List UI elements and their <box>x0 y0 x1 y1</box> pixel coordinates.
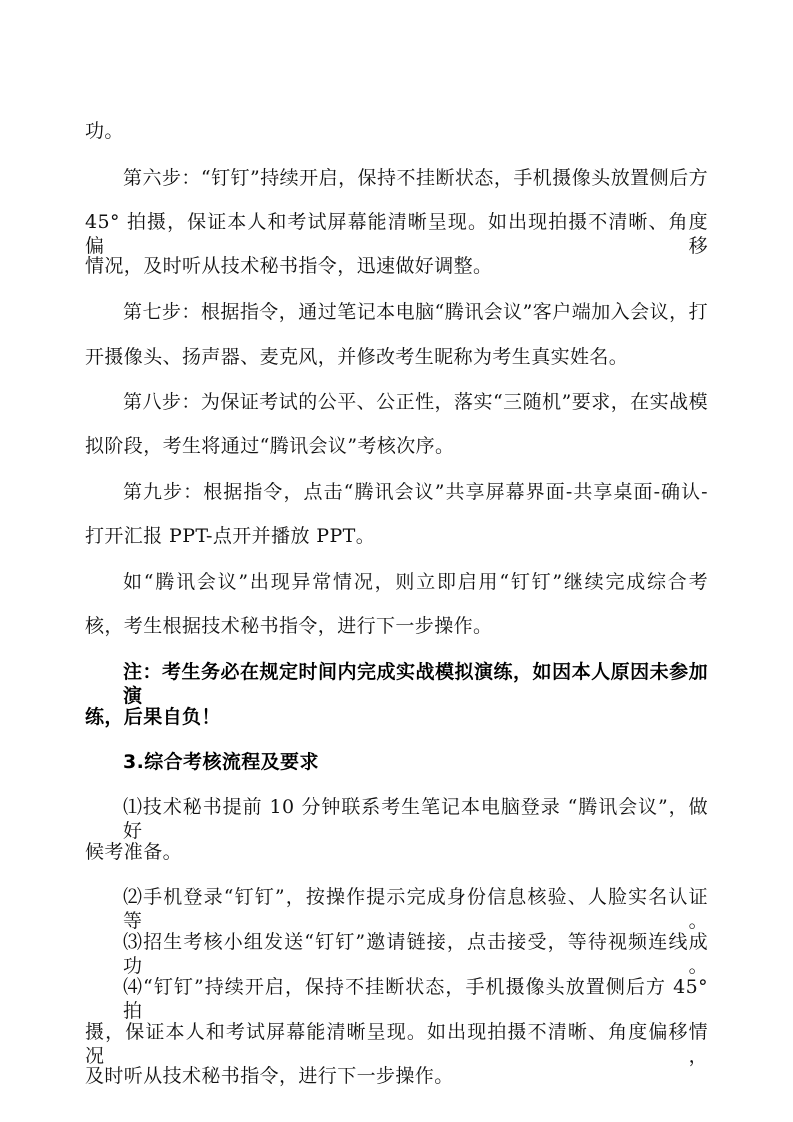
text-line: 及时听从技术秘书指令，进行下一步操作。 <box>85 1065 454 1087</box>
text-line: 摄，保证本人和考试屏幕能清晰呈现。如出现拍摄不清晰、角度偏移情况， <box>85 1021 708 1067</box>
text-line: 打开汇报 PPT-点开并播放 PPT。 <box>85 525 376 547</box>
text-line: ⑵手机登录“钉钉”，按操作提示完成身份信息核验、人脸实名认证等。 <box>123 886 708 932</box>
text-line: 第六步：“钉钉”持续开启，保持不挂断状态，手机摄像头放置侧后方 <box>123 167 708 189</box>
text-line: ⑶招生考核小组发送“钉钉”邀请链接，点击接受，等待视频连线成功。 <box>123 931 708 977</box>
text-line: 核，考生根据技术秘书指令，进行下一步操作。 <box>85 615 493 637</box>
text-line: 第八步：为保证考试的公平、公正性，落实“三随机”要求，在实战模 <box>123 391 708 413</box>
text-line: 开摄像头、扬声器、麦克风，并修改考生昵称为考生真实姓名。 <box>85 346 629 368</box>
text-line: ⑷“钉钉”持续开启，保持不挂断状态，手机摄像头放置侧后方 45° 拍 <box>123 976 708 1022</box>
text-line: 功。 <box>85 120 124 142</box>
text-line: 如“腾讯会议”出现异常情况，则立即启用“钉钉”继续完成综合考 <box>123 571 708 593</box>
section-heading: 3.综合考核流程及要求 <box>123 751 319 773</box>
bold-note-line: 注：考生务必在规定时间内完成实战模拟演练，如因本人原因未参加演 <box>123 661 708 707</box>
text-line: 拟阶段，考生将通过“腾讯会议”考核次序。 <box>85 435 455 457</box>
text-line: 45° 拍摄，保证本人和考试屏幕能清晰呈现。如出现拍摄不清晰、角度偏移 <box>85 211 708 257</box>
text-line: 第九步：根据指令，点击“腾讯会议”共享屏幕界面-共享桌面-确认- <box>123 481 708 503</box>
bold-note-line: 练，后果自负！ <box>85 706 221 728</box>
text-line: ⑴技术秘书提前 10 分钟联系考生笔记本电脑登录 “腾讯会议”，做好 <box>123 796 708 842</box>
text-line: 第七步：根据指令，通过笔记本电脑“腾讯会议”客户端加入会议，打 <box>123 301 708 323</box>
text-line: 候考准备。 <box>85 841 183 863</box>
text-line: 情况，及时听从技术秘书指令，迅速做好调整。 <box>85 255 493 277</box>
